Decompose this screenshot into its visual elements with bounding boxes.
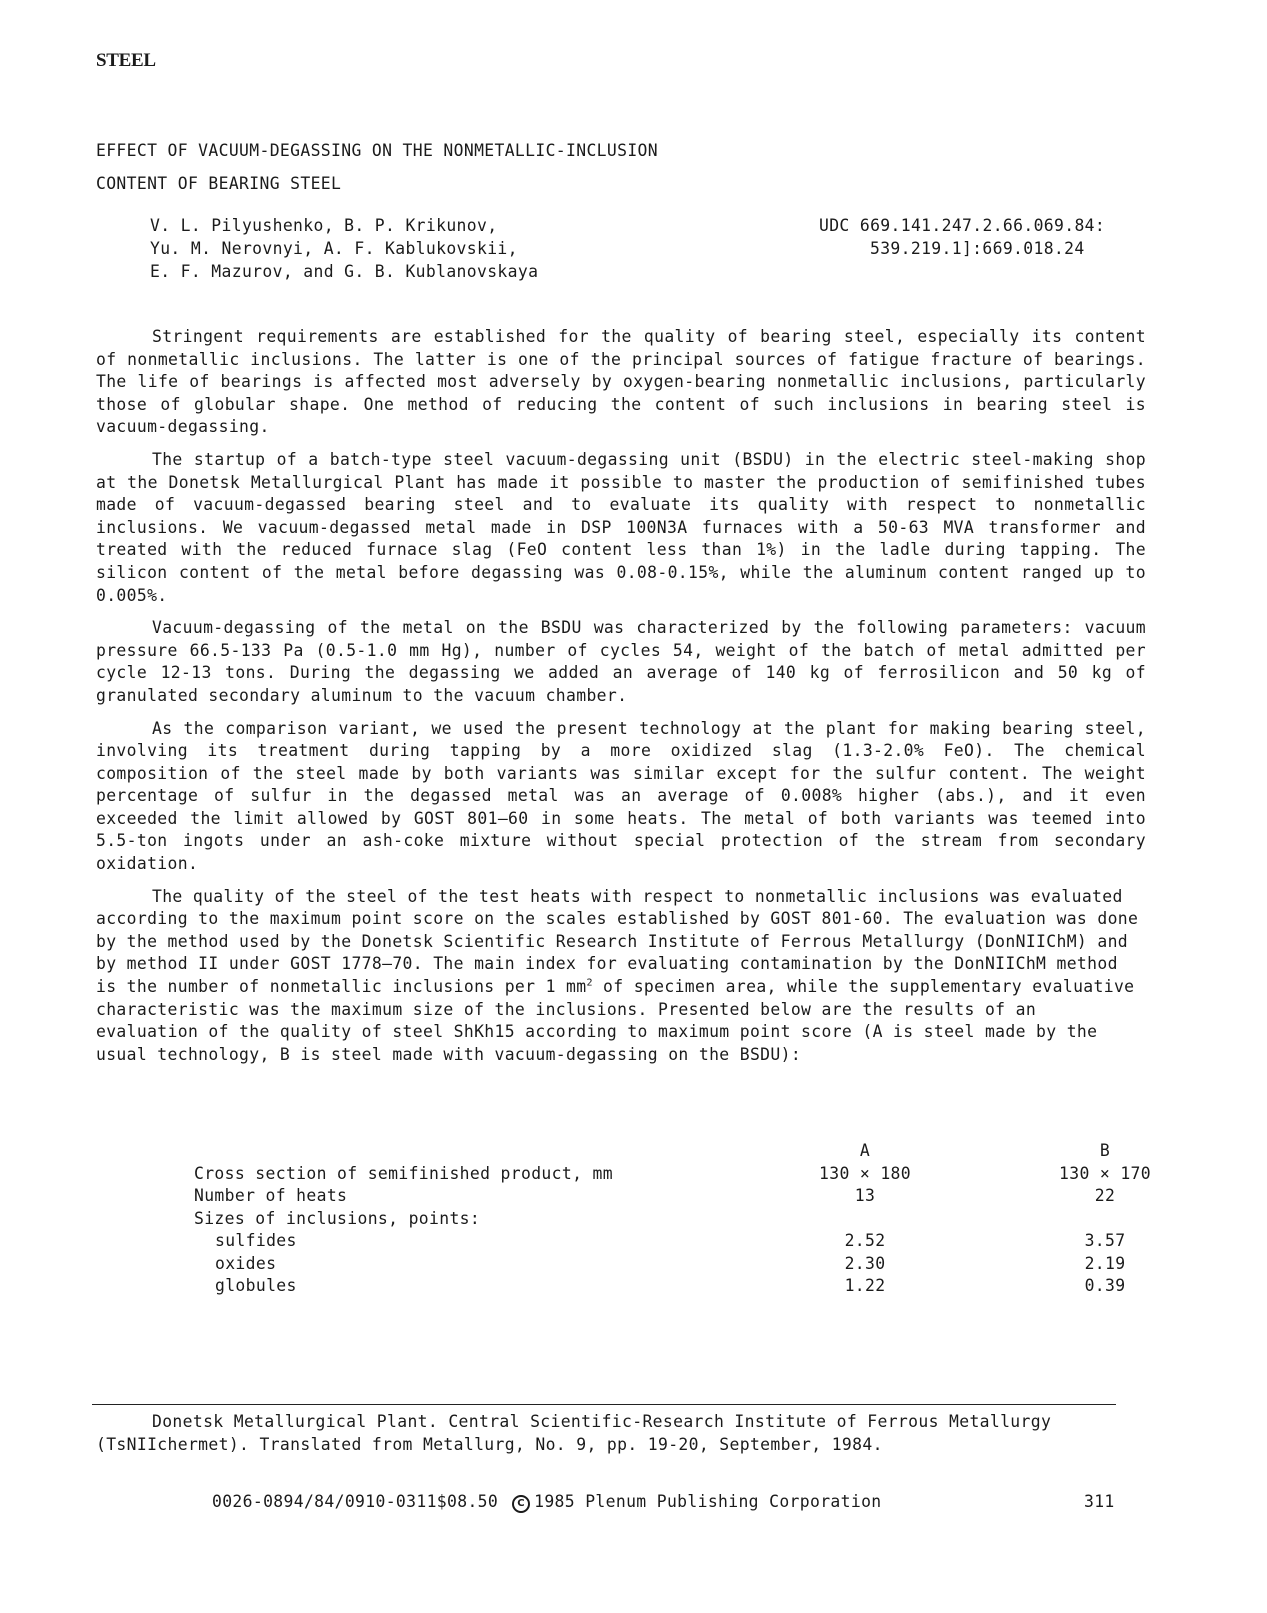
journal-code: 0026-0894/84/0910-0311$08.50 [212,1492,499,1511]
table-row [194,1230,1180,1253]
author-line: Yu. M. Nerovnyi, A. F. Kablukovskii, [150,239,518,258]
paragraph-text: of specimen area, while the supplementary evaluative characteristic was the maximum size of the inclusions. Presented below are the results of an evaluation of the quality of steel ShKh15 according to maximum point score (A is steel made by the usual technology, B is steel made with vacuum-degassing on the BSDU): [96,977,1135,1064]
value-a [760,1208,1030,1231]
table-row [194,1163,1180,1186]
row-label: sulfides [215,1231,297,1250]
udc-line-1: UDC 669.141.247.2.66.069.84: [819,216,1106,235]
row-label: Cross section of semifinished product, mm [194,1163,613,1183]
author-list [150,214,538,283]
footnote-line-1: Donetsk Metallurgical Plant. Central Scientific-Research Institute of Ferrous Metallurgy [152,1412,1052,1431]
value-a: 1.22 [844,1276,886,1295]
table-row [194,1185,1180,1208]
value-a: 2.52 [844,1231,886,1250]
paragraph-evaluation [96,886,1146,1067]
footnote [96,1410,1146,1456]
value-a: 2.30 [844,1253,886,1273]
title-line-2: CONTENT OF BEARING STEEL [96,174,342,193]
row-label: oxides [215,1253,277,1273]
section-heading: STEEL [96,50,156,71]
page-number: 311 [1084,1492,1115,1511]
copyright-icon: C [512,1495,530,1513]
value-b: 0.39 [1084,1276,1126,1295]
paragraph: Stringent requirements are established for the quality of bearing steel, especially its content of nonmetallic inclusions. The latter is one of the principal sources of fatigue fracture of bearings. The life of bearings is affected most adversely by oxygen-bearing nonmetallic inclusions, particularly those of globular shape. One method of reducing the content of such inclusions in bearing steel is vacuum-degassing. [96,327,1146,437]
table-row [194,1275,1180,1298]
article-body [96,326,1146,1076]
value-b: 22 [1094,1186,1116,1205]
paragraph: The startup of a batch-type steel vacuum-degassing unit (BSDU) in the electric steel-making shop at the Donetsk Metallurgical Plant has made it possible to master the production of semifinished tubes made of vacuum-degassed bearing steel and to evaluate its quality with respect to nonmetallic inclusions. We vacuum-degassed metal made in DSP 100N3A furnaces with a 50-63 MVA transformer and treated with the reduced furnace slag (FeO content less than 1%) in the ladle during tapping. The silicon content of the metal before degassing was 0.08-0.15%, while the aluminum content ranged up to 0.005%. [96,449,1146,605]
table-header-row [194,1140,1180,1163]
paragraph-text: The quality of the steel of the test heats with respect to nonmetallic inclusions was evaluated according to the maximum point score on the scales established by GOST 801-60. The evaluation was done by the method used by the Donetsk Scientific Research Institute of Ferrous Metallurgy (DonNIIChM) and by method II under GOST 1778—70. The main index for evaluating contamination by the DonNIIChM method is the number of nonmetallic inclusions per 1 mm [96,886,1139,997]
udc-code [819,214,1105,260]
footnote-divider [92,1404,1116,1405]
value-b: 130 × 170 [1059,1163,1151,1183]
row-label: Number of heats [194,1186,348,1205]
table-row [194,1208,1180,1231]
paragraph: Vacuum-degassing of the metal on the BSDU was characterized by the following parameters: vacuum pressure 66.5-133 Pa (0.5-1.0 mm Hg), number of cycles 54, weight of the batch of metal admitted per cycle 12-13 tons. During the degassing we added an average of 140 kg of ferrosilicon and 50 kg of granulated secondary aluminum to the vacuum chamber. [96,618,1146,705]
column-header-b: B [1099,1141,1111,1160]
title-line-1: EFFECT OF VACUUM-DEGASSING ON THE NONMETALLIC-INCLUSION [96,141,658,160]
table-row [194,1253,1180,1276]
article-title [96,134,658,200]
value-b: 3.57 [1084,1231,1126,1250]
row-label: Sizes of inclusions, points: [194,1208,481,1228]
value-b [1030,1208,1180,1231]
udc-line-2: 539.219.1]:669.018.24 [870,239,1085,258]
page-footer [212,1492,882,1513]
value-b: 2.19 [1084,1253,1126,1273]
superscript: 2 [586,977,593,989]
value-a: 130 × 180 [819,1163,911,1183]
results-table [194,1140,1180,1298]
copyright-text: 1985 Plenum Publishing Corporation [534,1492,882,1511]
value-a: 13 [854,1186,876,1205]
column-header-a: A [859,1141,871,1160]
footnote-line-2: (TsNIIchermet). Translated from Metallurg, No. 9, pp. 19-20, September, 1984. [96,1435,883,1454]
author-line: E. F. Mazurov, and G. B. Kublanovskaya [150,262,539,281]
author-line: V. L. Pilyushenko, B. P. Krikunov, [150,216,498,235]
row-label: globules [215,1276,297,1295]
paragraph: As the comparison variant, we used the present technology at the plant for making bearing steel, involving its treatment during tapping by a more oxidized slag (1.3-2.0% FeO). The chemical composition of the steel made by both variants was similar except for the sulfur content. The weight percentage of sulfur in the degassed metal was an average of 0.008% higher (abs.), and it even exceeded the limit allowed by GOST 801—60 in some heats. The metal of both variants was teemed into 5.5-ton ingots under an ash-coke mixture without special protection of the stream from secondary oxidation. [96,718,1146,874]
